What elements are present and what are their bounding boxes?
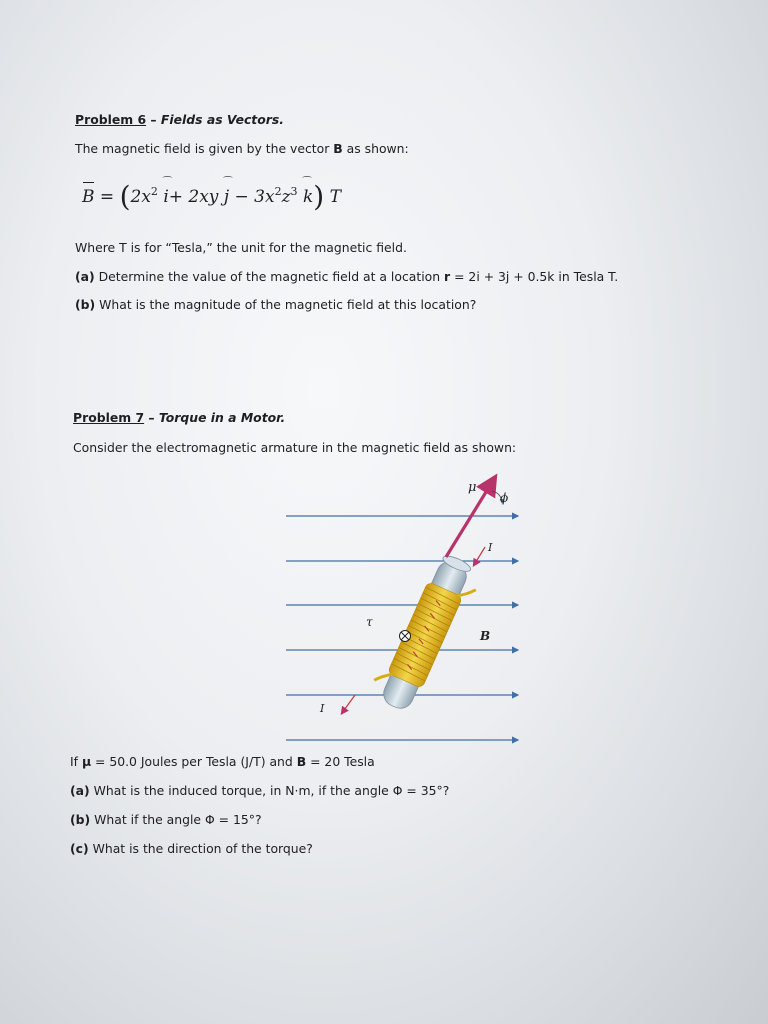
problem-6-part-b [75, 297, 476, 312]
eq-term2: 2xy [188, 187, 219, 207]
intro-text-end: as shown: [342, 141, 409, 156]
given-mid: = 50.0 Joules per Tesla (J/T) and [91, 754, 297, 769]
eq-lhs: B [82, 187, 95, 207]
problem-7-part-a [70, 783, 449, 798]
problem-7-title: Torque in a Motor. [158, 410, 286, 425]
eq-open-paren: ( [119, 180, 131, 213]
problem-7-number: Problem 7 [73, 410, 145, 425]
eq-unit-j: ⌒ j [224, 187, 229, 207]
tau-label: τ [366, 615, 373, 629]
eq-equals: = [99, 187, 115, 207]
part-a-text: Determine the value of the magnetic field at a location [94, 269, 445, 284]
heading-separator: – [146, 112, 161, 127]
eq-term1-exp: 2 [150, 185, 158, 198]
phi-label: ϕ [500, 491, 509, 505]
part-c-text: What is the direction of the torque? [88, 841, 313, 856]
problem-7-part-c [70, 841, 313, 856]
given-b: B [296, 754, 307, 769]
part-a-r: r [444, 269, 451, 284]
problem-6-part-a [75, 269, 618, 284]
part-a-label: (a) [75, 269, 95, 284]
part-b-label: (b) [75, 297, 96, 312]
b-field-label: B [480, 629, 491, 643]
problem-6-number: Problem 6 [75, 112, 147, 127]
part-b-text: What is the magnitude of the magnetic field at this location? [95, 297, 477, 312]
eq-term1: 2x [130, 187, 151, 207]
eq-term3a: 3x [254, 187, 275, 207]
current-label-top: I [488, 541, 493, 554]
coil-winding [387, 582, 462, 689]
magnetic-field-equation [82, 180, 341, 213]
part-b-label: (b) [70, 812, 91, 827]
intro-text: The magnetic field is given by the vector [75, 141, 334, 156]
problem-7-intro: Consider the electromagnetic armature in the magnetic field as shown: [73, 440, 517, 455]
current-arrow-top [474, 547, 485, 565]
eq-plus: + [168, 187, 183, 207]
problem-7-part-b [70, 812, 262, 827]
current-arrow-bottom [342, 695, 355, 713]
eq-minus: − [234, 187, 249, 207]
intro-bold-b: B [333, 141, 343, 156]
part-b-text: What if the angle Φ = 15°? [90, 812, 262, 827]
part-c-label: (c) [70, 841, 89, 856]
eq-unit-k: ⌒ k [303, 187, 313, 207]
eq-close-paren: ) [313, 180, 325, 213]
part-a-label: (a) [70, 783, 90, 798]
heading-separator: – [144, 410, 159, 425]
given-pre: If [70, 754, 82, 769]
part-a-rest: = 2i + 3j + 0.5k in Tesla T. [450, 269, 619, 284]
eq-unit-tesla: T [329, 187, 341, 207]
problem-6-title: Fields as Vectors. [160, 112, 284, 127]
problem-6-intro [75, 141, 409, 156]
current-label-bottom: I [320, 702, 325, 715]
eq-unit-i: ⌒ i [163, 187, 168, 207]
armature [368, 548, 485, 718]
given-post: = 20 Tesla [306, 754, 375, 769]
problem-7-heading [73, 410, 285, 425]
armature-figure [280, 465, 530, 750]
mu-label: μ [468, 480, 477, 495]
eq-term3b: z [281, 187, 291, 207]
problem-6-heading [75, 112, 284, 127]
problem-7-given [70, 754, 375, 769]
part-a-text: What is the induced torque, in N·m, if the angle Φ = 35°? [89, 783, 450, 798]
given-mu: μ [81, 754, 92, 769]
problem-6-where: Where T is for “Tesla,” the unit for the magnetic field. [75, 240, 407, 255]
eq-term3b-exp: 3 [290, 185, 298, 198]
eq-term3a-exp: 2 [274, 185, 282, 198]
